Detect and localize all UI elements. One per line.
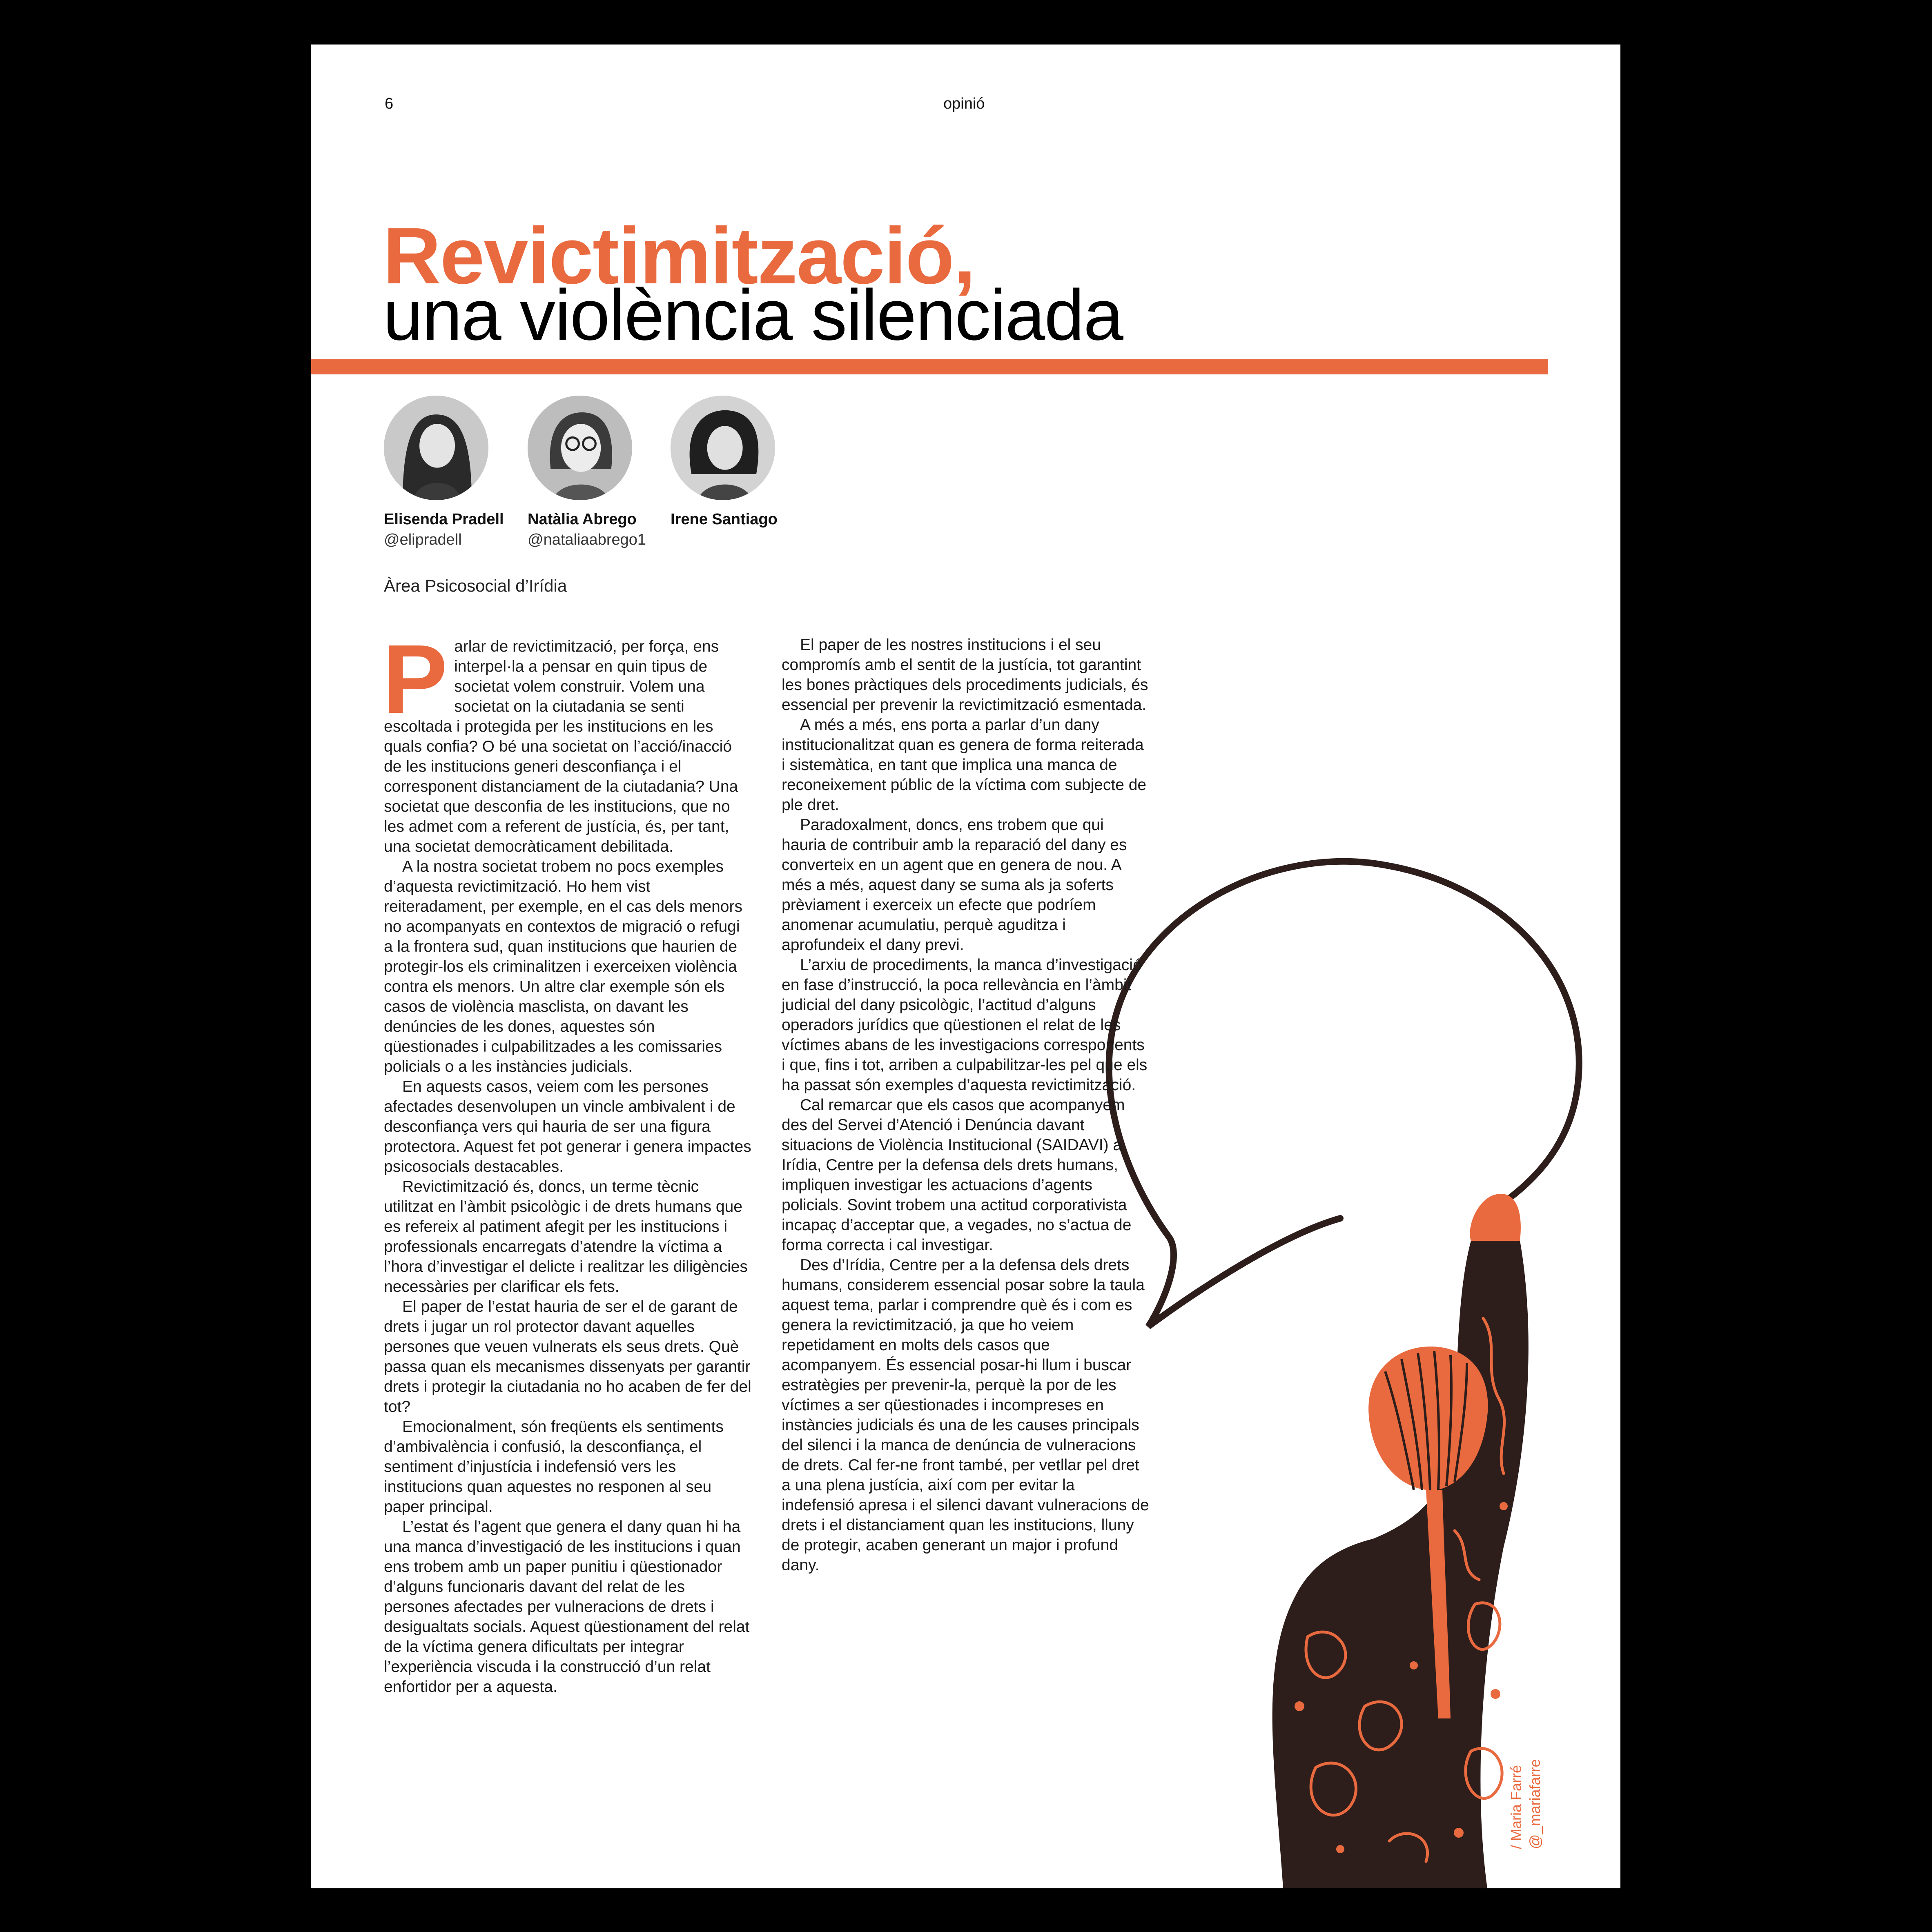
- author-name-natalia: Natàlia Abrego: [528, 511, 637, 528]
- paragraph: Paradoxalment, doncs, ens trobem que qui hauria de contribuir amb la reparació del dany es converteix en un agent que en genera de nou. A més a més, aquest dany se suma als ja soferts prèviament i exerceix un efecte que podríem anomenar acumulatiu, perquè aguditza i aprofundeix el dany previ.: [782, 816, 1127, 954]
- page-number: 6: [385, 95, 394, 112]
- paragraph: L’estat és l’agent que genera el dany quan hi ha una manca d’investigació de les institucions i quan ens trobem amb un paper punitiu i qüestionador d’alguns funcionaris davant del relat de les persones afectades per vulneracions de drets i desigualtats socials. Aquest qüestionament del relat de la víctima genera dificultats per integrar l’experiència viscuda i la construcció d’un relat enfortidor per a aquesta.: [384, 1518, 750, 1696]
- paragraph: L’arxiu de procediments, la manca d’investigació en fase d’instrucció, la poca rellevància en l’àmbit judicial del dany psicològic, l’actitud d’alguns operadors jurídics que qüestionen el relat de les víctimes abans de les investigacions corresponents i que, fins i tot, arriben a culpabilitzar-les pel que els ha passat són exemples d’aquesta revictimització.: [782, 956, 1148, 1094]
- title-subtitle: una violència silenciada: [383, 275, 1123, 355]
- author-handle-elisenda[interactable]: @elipradell: [384, 531, 462, 548]
- author-handle-natalia[interactable]: @nataliaabrego1: [528, 531, 646, 548]
- paragraph: Des d’Irídia, Centre per a la defensa dels drets humans, considerem essencial posar sobre la taula aquest tema, parlar i comprendre què és i com es genera la revictimització, ja que ho veiem repetidament en molts dels casos que acompanyem. És essencial posar-hi llum i buscar estratègies per prevenir-la, perquè la por de les víctimes a ser qüestionades i incompreses en instàncies judicials és una de les causes principals del silenci i la manca de denúncia de vulneracions de drets. Cal fer-ne front també, per vetllar pel dret a una plena justícia, així com per evitar la indefensió apresa i el silenci davant vulneracions de drets i el distanciament quan les institucions, lluny de protegir, acaben generant un major i profund dany.: [782, 1256, 1149, 1574]
- article-column-right: [782, 635, 1149, 1575]
- section-label: opinió: [943, 95, 985, 112]
- drop-cap: P: [382, 624, 448, 734]
- title-underline-bar: [311, 359, 1548, 374]
- article-column-left: [382, 624, 751, 1697]
- paragraph: El paper de l’estat hauria de ser el de garant de drets i jugar un rol protector davant aquelles persones que veuen vulnerats els seus drets. Què passa quan els mecanismes dissenyats per garantir drets i protegir la ciutadania no ho acaben de fer del tot?: [384, 1298, 751, 1416]
- paragraph: El paper de les nostres institucions i el seu compromís amb el sentit de la justícia, tot garantint les bones pràctiques dels procediments judicials, és essencial per prevenir la revictimització esmentada.: [782, 636, 1148, 714]
- paragraph: Revictimització és, doncs, un terme tècnic utilitzat en l’àmbit psicològic i de drets humans que es refereix al patiment afegit per les institucions i professionals encarregats d’atendre la víctima a l’hora d’investigar el delicte i realitzar les diligències necessàries per clarificar els fets.: [384, 1178, 748, 1295]
- paragraph: A més a més, ens porta a parlar d’un dany institucionalitzat quan es genera de forma reiterada i sistemàtica, en tant que implica una manca de reconeixement públic de la víctima com subjecte de ple dret.: [782, 716, 1147, 814]
- paragraph: A la nostra societat trobem no pocs exemples d’aquesta revictimització. Ho hem vist reiteradament, per exemple, en el cas dels menors no acompanyats en contextos de migració o refugi a la frontera sud, quan institucions que haurien de protegir-los els criminalitzen i exerceixen violència contra els menors. Un altre clar exemple són els casos de violència masclista, on davant les denúncies de les dones, aquestes són qüestionades i culpabilitzades a les comissaries policials o a les instàncies judicials.: [384, 858, 742, 1075]
- paragraph: arlar de revictimització, per força, ens interpel·la a pensar en quin tipus de societat volem construir. Volem una societat on la ciutadania se senti escoltada i protegida per les institucions en les quals confia? O bé una societat on l’acció/inacció de les institucions generi desconfiança i el corresponent distanciament de la ciutadania? Una societat que desconfia de les institucions, que no les admet com a referent de justícia, és, per tant, una societat democràticament debilitada.: [384, 638, 738, 855]
- paragraph: En aquests casos, veiem com les persones afectades desenvolupen un vincle ambivalent i de desconfiança vers qui hauria de ser una figura protectora. Aquest fet pot generar i genera impactes psicosocials destacables.: [384, 1078, 751, 1175]
- author-photo-natalia: [528, 396, 632, 500]
- paragraph: Emocionalment, són freqüents els sentiments d’ambivalència i confusió, la desconfiança, el sentiment d’injustícia i indefensió vers les institucions quan aquestes no responen al seu paper principal.: [384, 1418, 724, 1516]
- author-name-irene: Irene Santiago: [671, 511, 778, 528]
- credit-author: / Maria Farré: [1508, 1765, 1524, 1849]
- title-main: Revictimització,: [383, 211, 975, 300]
- author-photo-irene: [671, 396, 775, 500]
- author-affiliation: Àrea Psicosocial d’Irídia: [384, 576, 567, 595]
- illustration-credit: [1507, 1702, 1543, 1849]
- paragraph: Cal remarcar que els casos que acompanyem des del Servei d’Atenció i Denúncia davant situacions de Violència Institucional (SAIDAVI) a Irídia, Centre per la defensa dels drets humans, impliquen investigar les actuacions d’agents policials. Sovint trobem una actitud corporativista incapaç d’acceptar que, a vegades, no s’actua de forma correcta i cal investigar.: [782, 1096, 1132, 1254]
- author-photo-elisenda: [384, 396, 488, 500]
- author-name-elisenda: Elisenda Pradell: [384, 511, 504, 528]
- credit-handle[interactable]: @_mariafarre: [1526, 1759, 1543, 1849]
- magazine-page: [311, 45, 1620, 1888]
